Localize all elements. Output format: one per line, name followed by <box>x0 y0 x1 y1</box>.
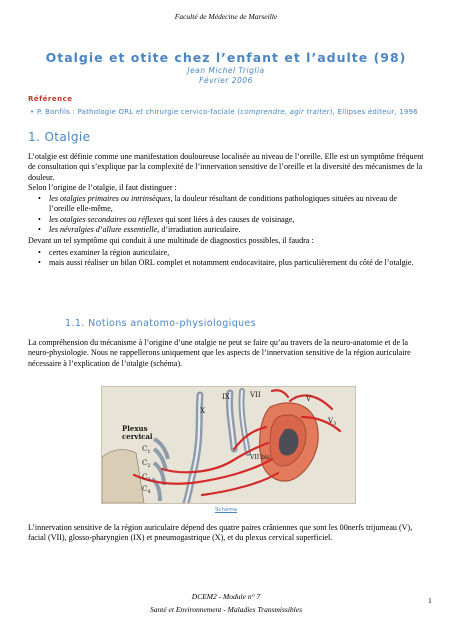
intro-paragraph: L’otalgie est définie comme une manifestation douloureuse localisée au niveau de l’oreille. Elle est un symptôme fréquent de consultation qui s’explique par la complexité de l’innervation sensitive de l’oreille et la diversité des mécanismes de la douleur. <box>28 152 424 182</box>
label-c3-main: C <box>142 473 148 481</box>
innervation-paragraph: L’innervation sensitive de la région auriculaire dépend des quatre paires crâniennes que sont les 00nerfs trijumeau (V), facial (VII), glosso-pharyngien (IX) et pneumogastrique (X), et du plexus cervical superficiel. <box>28 523 413 543</box>
label-vii-bis: VII bis <box>250 454 270 461</box>
label-c1-sub: 1 <box>147 449 151 455</box>
figure-caption-link[interactable]: Schéma <box>214 507 238 513</box>
label-v3-main: V <box>328 417 334 425</box>
label-v3-sub: 3 <box>333 421 337 427</box>
document-date: Février 2006 <box>199 76 253 85</box>
subsection-heading: 1.1. Notions anatomo-physiologiques <box>65 318 257 329</box>
document-author: Jean Michel Triglia <box>187 66 265 75</box>
distinguish-line: Selon l’origine de l’otalgie, il faut distinguer : <box>28 183 177 192</box>
label-c4-sub: 4 <box>147 489 151 495</box>
reference-text: P. Bonfils : Pathologie ORL et chirurgie cervico-faciale ( <box>37 108 241 116</box>
list-item <box>39 225 419 235</box>
label-c2-sub: 2 <box>147 463 151 469</box>
anatomy-paragraph: La compréhension du mécanisme à l’origine d’une otalgie ne peut se faire qu’au travers de la neuro-anatomie et de la neuro-physiologie. Nous ne rappellerons uniquement que les aspects de l’innervation sensitive de la région auriculaire nécessaire à l’explication de l’otalgie (schéma). <box>28 338 411 368</box>
reference-label: Référence <box>28 95 73 103</box>
label-vii: VII <box>250 391 261 399</box>
page-header: Faculté de Médecine de Marseille <box>174 12 278 21</box>
label-v: V <box>306 395 312 403</box>
ear-innervation-diagram <box>102 387 355 503</box>
reference-italic: comprendre, agir traiter <box>240 108 330 116</box>
label-x: X <box>200 407 205 415</box>
list-item-text: , d’irradiation auriculaire. <box>157 224 241 234</box>
section-heading-otalgie: 1. Otalgie <box>28 130 91 144</box>
action-list <box>39 248 419 269</box>
page-number: 1 <box>428 596 432 605</box>
bullet-icon: • <box>30 108 35 116</box>
list-item-text: , la douleur résultant de conditions pathologiques situées au niveau de l’oreille elle-même, <box>49 194 397 214</box>
label-plexus-2: cervical <box>122 432 153 441</box>
label-c2-main: C <box>142 459 148 467</box>
list-item <box>39 215 419 225</box>
origin-list <box>39 194 419 235</box>
ear-innervation-figure <box>101 386 356 504</box>
list-item-term: les névralgies d’allure essentielle <box>49 224 158 234</box>
label-c1-main: C <box>142 445 148 453</box>
list-item: • certes examiner la région auriculaire, <box>39 248 419 258</box>
document-title: Otalgie et otite chez l’enfant et l’adulte (98) <box>45 50 407 65</box>
faced-line: Devant un tel symptôme qui conduit à une multitude de diagnostics possibles, il faudra : <box>28 236 314 245</box>
list-item-term: les otalgies primaires ou intrinsèques <box>49 194 171 203</box>
list-item-text: qui sont liées à des causes de voisinage, <box>163 214 295 224</box>
footer-subject: Santé et Environnement - Maladies Transmissibles <box>150 605 302 614</box>
reference-item <box>30 107 427 118</box>
label-plexus-1: Plexus <box>122 424 148 433</box>
list-item-term: les otalgies secondaires ou réflexes <box>49 214 164 224</box>
list-item <box>39 194 419 215</box>
label-ix: IX <box>222 393 230 401</box>
list-item: • mais aussi réaliser un bilan ORL complet et notamment endocavitaire, plus particulièrement du côté de l’otalgie. <box>39 258 419 268</box>
reference-text-end: ), Ellipses éditeur, 1996 <box>329 108 418 116</box>
footer-module: DCEM2 - Module n° 7 <box>191 592 261 601</box>
label-c3-sub: 3 <box>147 477 151 483</box>
label-c4-main: C <box>142 485 148 493</box>
